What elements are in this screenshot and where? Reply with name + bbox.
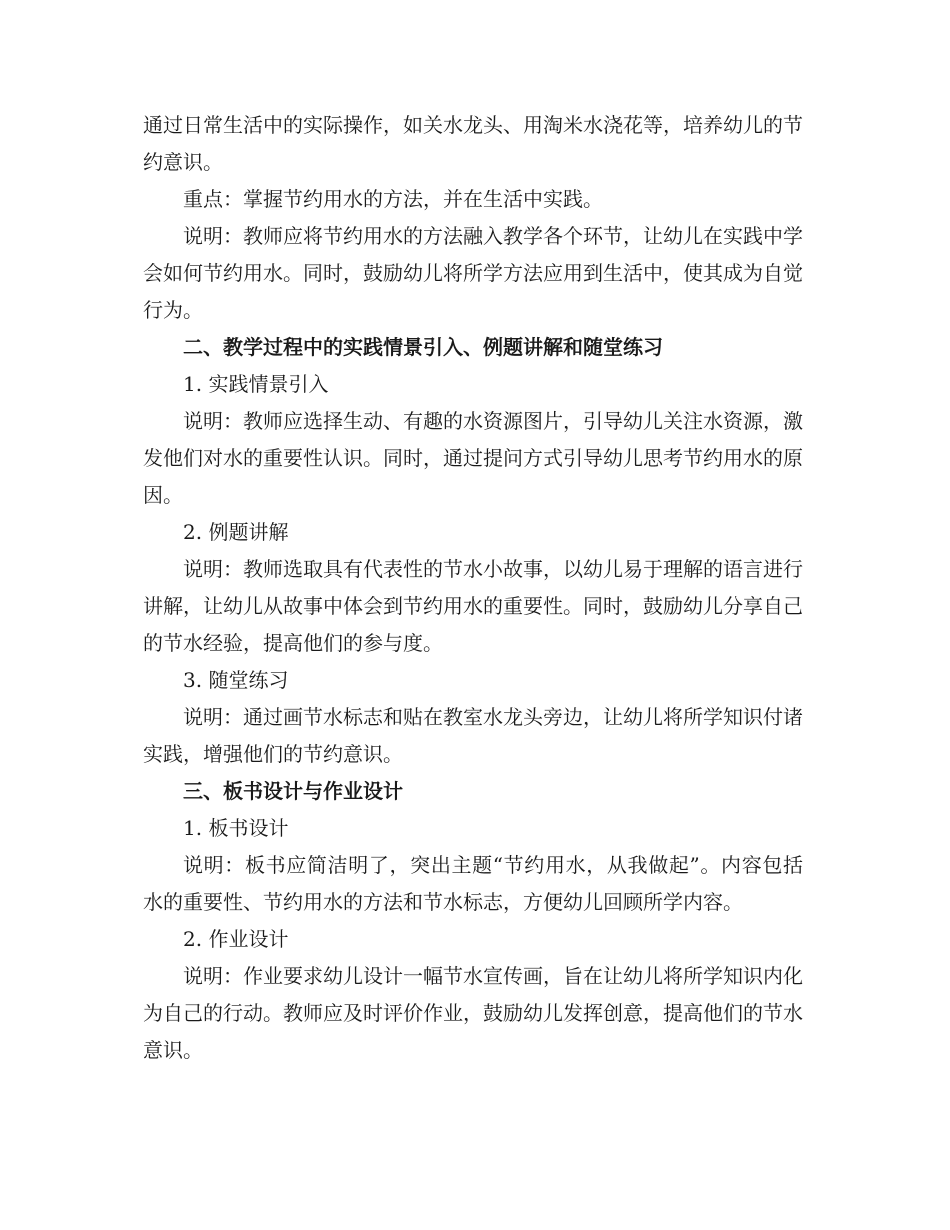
paragraph-key-point: 重点：掌握节约用水的方法，并在生活中实践。 [183, 187, 603, 211]
section-heading-3: 三、板书设计与作业设计 [183, 779, 403, 803]
paragraph-explanation: 说明：板书应简洁明了，突出主题“节约用水，从我做起”。内容包括水的重要性、节约用水的方法和节水标志，方便幼儿回顾所学内容。 [143, 853, 803, 914]
paragraph-explanation: 说明：教师应将节约用水的方法融入教学各个环节，让幼儿在实践中学会如何节约用水。同时，鼓励幼儿将所学方法应用到生活中，使其成为自觉行为。 [143, 224, 803, 322]
paragraph-continued: 通过日常生活中的实际操作，如关水龙头、用淘米水浇花等，培养幼儿的节约意识。 [143, 113, 803, 174]
document-body [143, 107, 803, 1069]
subheading-1: 1. 实践情景引入 [183, 372, 329, 396]
paragraph-explanation: 说明：教师选取具有代表性的节水小故事，以幼儿易于理解的语言进行讲解，让幼儿从故事中体会到节约用水的重要性。同时，鼓励幼儿分享自己的节水经验，提高他们的参与度。 [143, 557, 803, 655]
section-heading-2: 二、教学过程中的实践情景引入、例题讲解和随堂练习 [183, 335, 663, 359]
subheading-2: 2. 例题讲解 [183, 520, 289, 544]
paragraph-explanation: 说明：教师应选择生动、有趣的水资源图片，引导幼儿关注水资源，激发他们对水的重要性认识。同时，通过提问方式引导幼儿思考节约用水的原因。 [143, 409, 803, 507]
subheading-2: 2. 作业设计 [183, 927, 289, 951]
paragraph-explanation: 说明：通过画节水标志和贴在教室水龙头旁边，让幼儿将所学知识付诸实践，增强他们的节约意识。 [143, 705, 803, 766]
subheading-1: 1. 板书设计 [183, 816, 289, 840]
paragraph-explanation: 说明：作业要求幼儿设计一幅节水宣传画，旨在让幼儿将所学知识内化为自己的行动。教师应及时评价作业，鼓励幼儿发挥创意，提高他们的节水意识。 [143, 964, 803, 1062]
subheading-3: 3. 随堂练习 [183, 668, 289, 692]
